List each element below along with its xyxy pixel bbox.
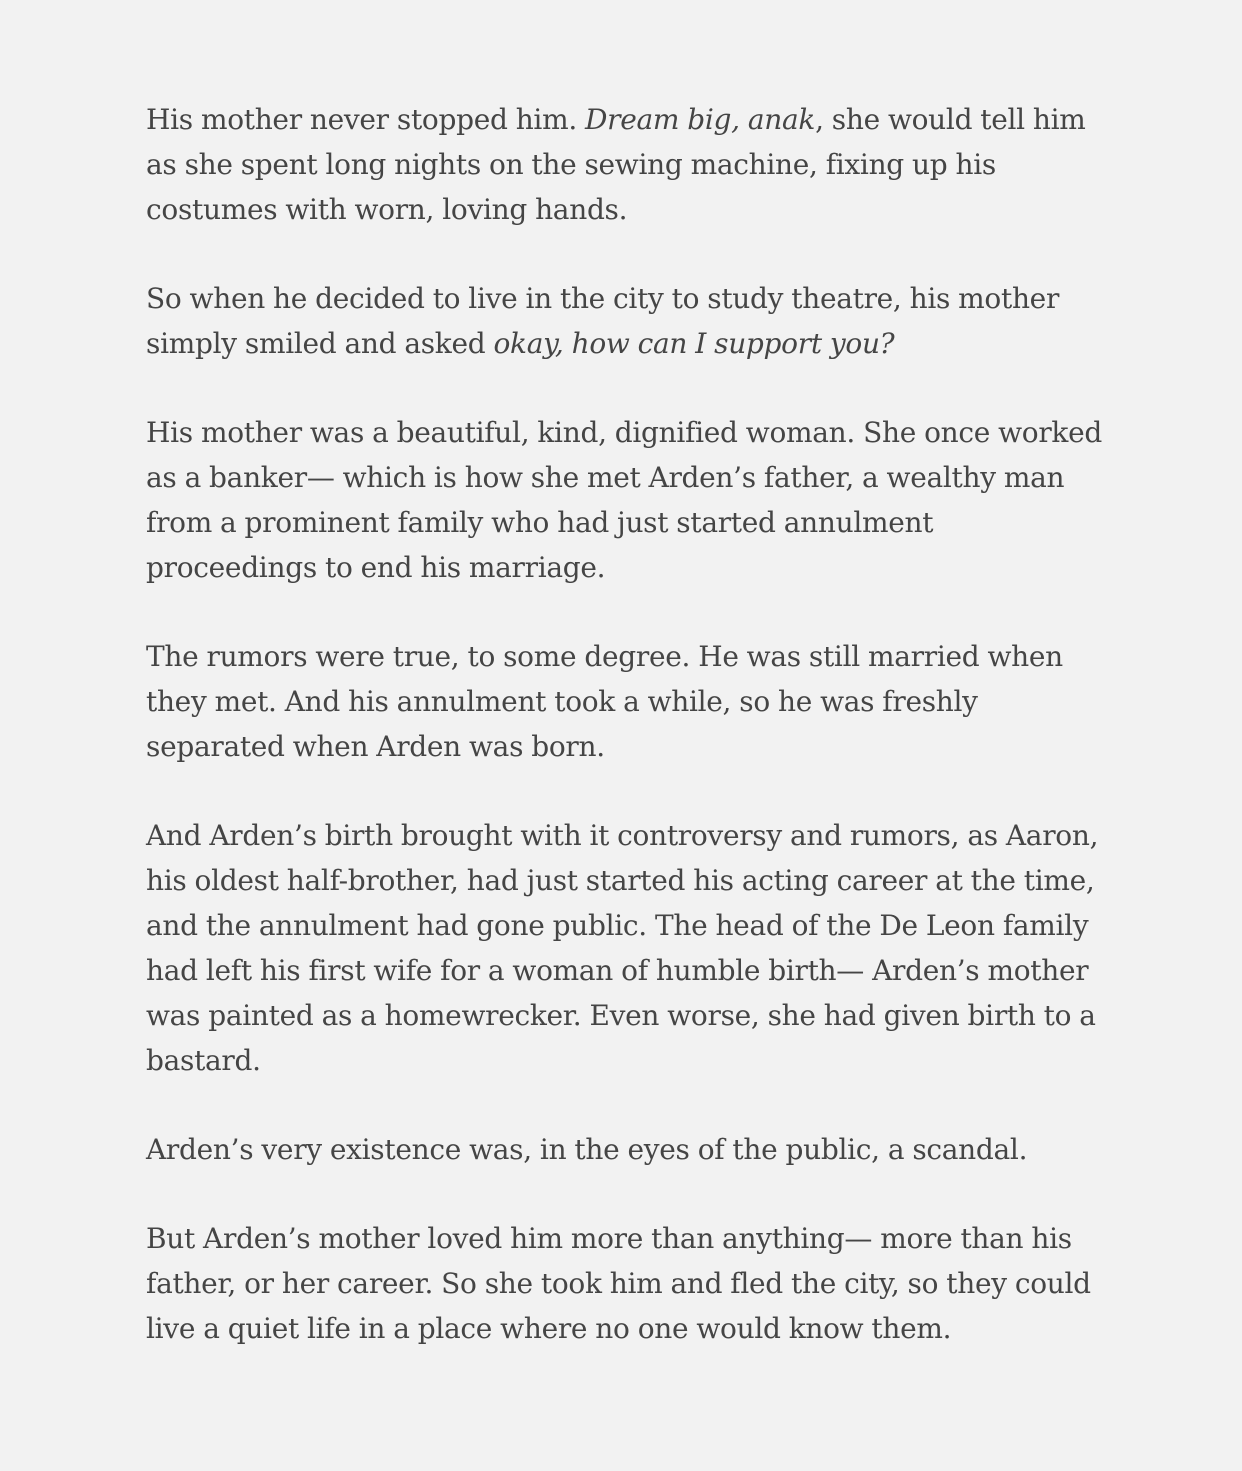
paragraph-1-lead: His mother never stopped him. — [146, 103, 586, 136]
paragraph-2 — [146, 276, 1106, 366]
paragraph-3: His mother was a beautiful, kind, dignified woman. She once worked as a banker— which is how she met Arden’s father, a wealthy man from a prominent family who had just started annulment proceedings to end his marriage. — [146, 416, 1102, 584]
paragraph-1-tail: , she would tell him as she spent long nights on the sewing machine, fixing up his costumes with worn, loving hands. — [146, 103, 1086, 226]
paragraph-1 — [146, 97, 1106, 232]
paragraph-6: Arden’s very existence was, in the eyes of the public, a scandal. — [146, 1133, 1028, 1166]
paragraph-2-italic-quote: okay, how can I support you? — [493, 327, 895, 360]
paragraph-2-lead: So when he decided to live in the city to study theatre, his mother simply smiled and asked — [146, 282, 1060, 360]
paragraph-4: The rumors were true, to some degree. He was still married when they met. And his annulment took a while, so he was freshly separated when Arden was born. — [146, 640, 1063, 763]
paragraph-5: And Arden’s birth brought with it controversy and rumors, as Aaron, his oldest half-brother, had just started his acting career at the time, and the annulment had gone public. The head of the De Leon family had left his first wife for a woman of humble birth— Arden’s mother was painted as a homewrecker. Even worse, she had given birth to a bastard. — [146, 819, 1099, 1077]
paragraph-7: But Arden’s mother loved him more than anything— more than his father, or her career. So she took him and fled the city, so they could live a quiet life in a place where no one would know them. — [146, 1222, 1091, 1345]
story-text — [146, 97, 1106, 1395]
paragraph-1-italic-quote: Dream big, anak — [585, 103, 816, 136]
